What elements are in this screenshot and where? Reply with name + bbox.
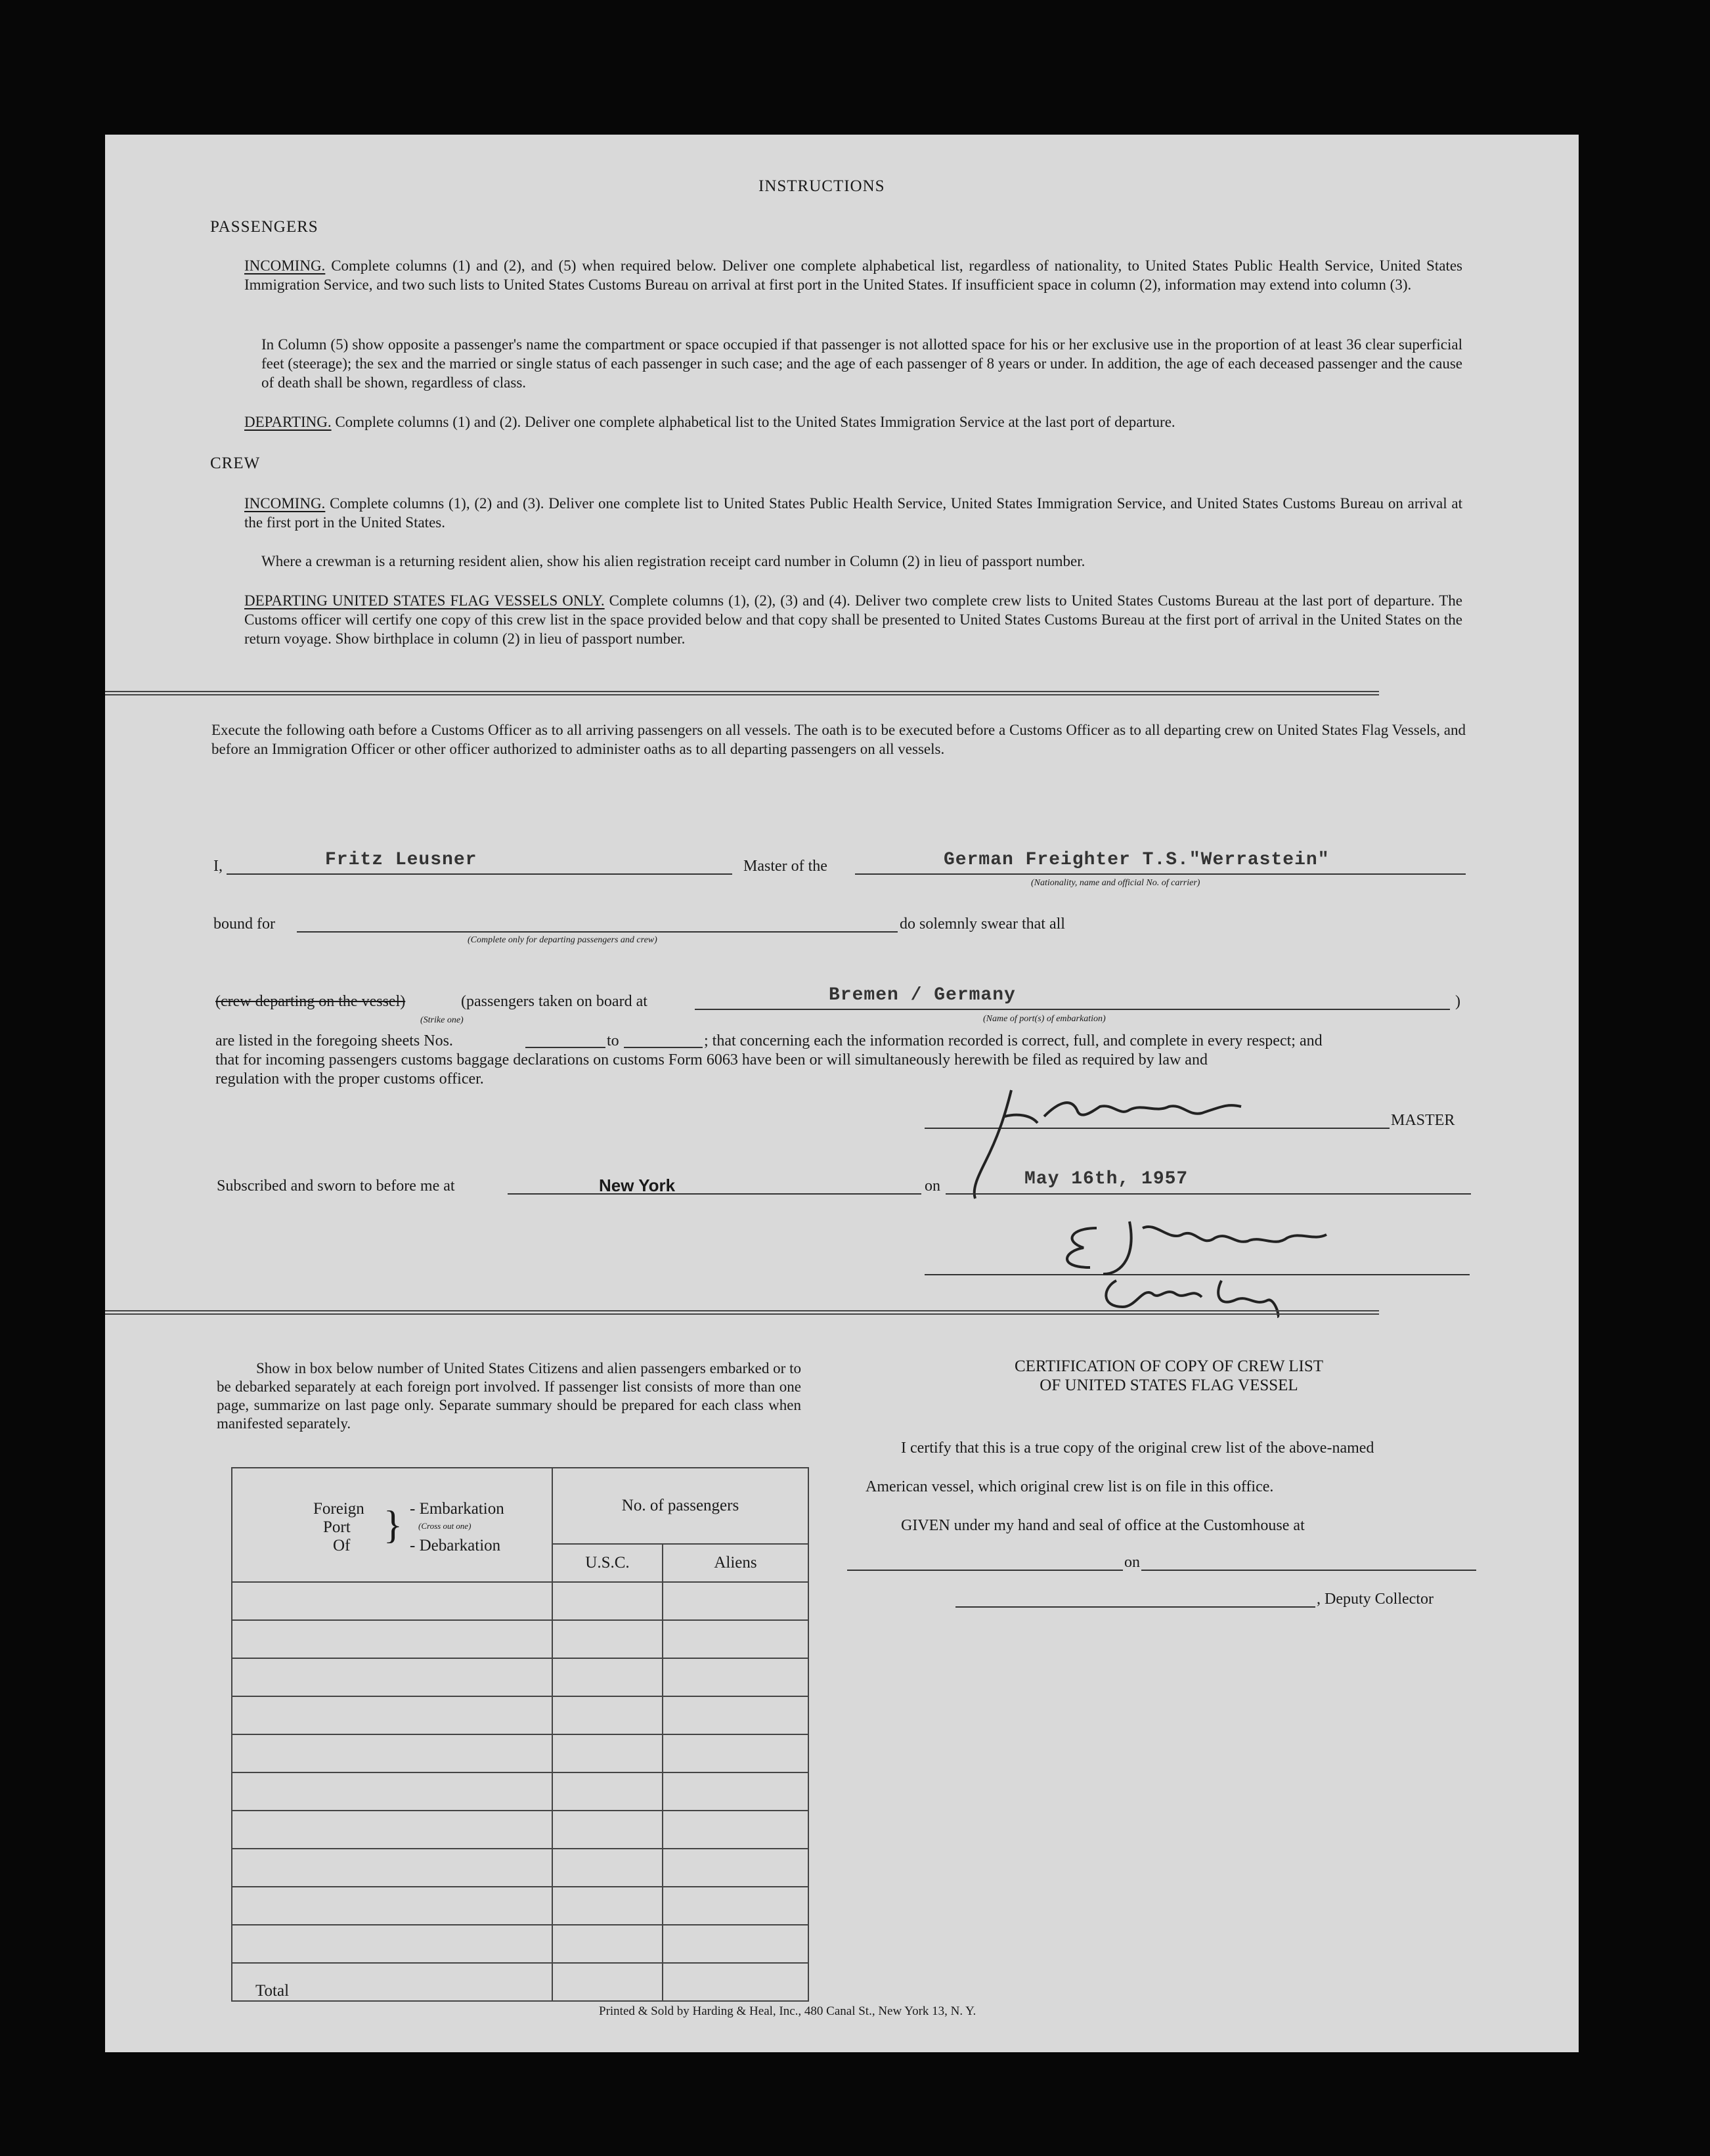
vessel-field[interactable]: German Freighter T.S."Werrastein" [944,850,1330,870]
passengers-departing-text: Complete columns (1) and (2). Deliver one complete alphabetical list to the United States Immigration Service at the last port of departure. [335,414,1175,430]
customhouse-line[interactable] [847,1570,1123,1571]
table-row[interactable] [232,1582,808,1620]
crew-departing-text: Complete columns (1), (2), (3) and (4). Deliver two complete crew lists to United States Customs Bureau at the last port of departure. The Customs officer will certify one copy of this crew list in the space provided below and that copy shall be presented to United States Customs Bureau at the first port of arrival in the United States on the return voyage. Show birthplace in column (2) in lieu of passport number. [244,592,1463,647]
table-row[interactable] [232,1620,808,1658]
listed-line-b: ; that concerning each the information recorded is correct, full, and complete in every respect; and [704,1032,1323,1049]
closing-paren: ) [1455,993,1460,1010]
crew-departing-struck: (crew departing on the vessel) [215,993,406,1010]
total-row[interactable] [232,1963,808,2001]
table-row[interactable] [232,1925,808,1963]
vessel-note: (Nationality, name and official No. of carrier) [1031,878,1200,888]
of-label: Of [333,1537,351,1554]
sheet-to-line[interactable] [624,1047,703,1048]
sworn-place-field[interactable]: New York [599,1176,676,1195]
port-note: (Name of port(s) of embarkation) [983,1014,1106,1024]
table-row[interactable] [232,1811,808,1849]
swear-label: do solemnly swear that all [900,915,1065,933]
subscribed-label: Subscribed and sworn to before me at [217,1177,455,1195]
port-embarkation-field[interactable]: Bremen / Germany [829,985,1016,1005]
passengers-heading: PASSENGERS [210,218,318,236]
crew-departing-paragraph [244,591,1462,648]
passengers-departing-label: DEPARTING. [244,414,332,430]
certification-on-label: on [1124,1554,1140,1571]
passengers-departing-paragraph [244,412,1462,431]
column-5-paragraph: In Column (5) show opposite a passenger's name the compartment or space occupied if that passenger is not allotted space for his or her exclusive use in the proportion of at least 36 clear superficial feet (steerage); the sex and the married or single status of each passenger in such case; and the age of each passenger of 8 years or under. In addition, the age of each deceased passenger and the cause of death shall be shown, regardless of class. [261,336,1462,391]
certification-title-line-1: CERTIFICATION OF COPY OF CREW LIST [1014,1357,1324,1375]
table-row[interactable] [232,1849,808,1887]
oath-intro: Execute the following oath before a Customs Officer as to all arriving passengers on all vessels. The oath is to be executed before a Customs Officer as to all departing crew on United States Flag Vessels, and before an Immigration Officer or other officer authorized to administer oaths as to all departing passengers on all vessels. [211,722,1466,757]
printer-credit: Printed & Sold by Harding & Heal, Inc., 480 Canal St., New York 13, N. Y. [599,2004,976,2018]
instructions-title: INSTRUCTIONS [758,177,885,195]
master-name-field[interactable]: Fritz Leusner [325,850,477,870]
passengers-incoming-text: Complete columns (1) and (2), and (5) when required below. Deliver one complete alphabetical list, regardless of nationality, to United States Public Health Service, United States Immigration Service, and two such lists to United States Customs Bureau on arrival at first port in the United States. If insufficient space in column (2), information may extend into column (3). [244,257,1462,293]
crew-resident-paragraph: Where a crewman is a returning resident alien, show his alien registration receipt card number in Column (2) in lieu of passport number. [261,553,1085,569]
oath-i-label: I, [213,858,223,875]
vessel-line [855,873,1466,875]
crew-incoming-text: Complete columns (1), (2) and (3). Deliver one complete list to United States Public Health Service, United States Immigration Service, and United States Customs Bureau on arrival at the first port in the United States. [244,495,1462,531]
sheet-from-line[interactable] [525,1047,605,1048]
crew-departing-label: DEPARTING UNITED STATES FLAG VESSELS ONLY. [244,592,605,609]
listed-line-c: that for incoming passengers customs baggage declarations on customs Form 6063 have been or will simultaneously herewith be filed as required by law and [215,1051,1208,1068]
listed-to-label: to [607,1032,619,1049]
certification-line-2: American vessel, which original crew list is on file in this office. [866,1478,1274,1495]
sworn-date-line [946,1193,1471,1195]
foreign-label: Foreign [313,1500,364,1518]
deputy-collector-label: , Deputy Collector [1317,1591,1434,1608]
lower-divider [105,1310,1379,1315]
bound-for-line[interactable] [297,931,898,933]
certification-line-3: GIVEN under my hand and seal of office at the Customhouse at [901,1517,1305,1534]
certification-line-1: I certify that this is a true copy of the original crew list of the above-named [901,1440,1374,1457]
sworn-place-line [508,1193,921,1195]
table-row[interactable] [232,1658,808,1696]
crew-incoming-paragraph [244,494,1462,532]
passenger-summary-table [231,1467,809,2002]
usc-header: U.S.C. [552,1544,663,1582]
listed-line-a: are listed in the foregoing sheets Nos. [215,1032,453,1049]
no-passengers-header: No. of passengers [552,1468,808,1544]
sworn-date-field[interactable]: May 16th, 1957 [1024,1169,1189,1189]
table-row[interactable] [232,1887,808,1925]
listed-line-d: regulation with the proper customs officer. [215,1070,484,1088]
master-name-line [227,873,732,875]
certification-title [860,1357,1478,1395]
bound-for-label: bound for [213,915,275,933]
port-label: Port [323,1518,351,1536]
aliens-header: Aliens [663,1544,808,1582]
cross-out-note: (Cross out one) [418,1521,471,1531]
strike-note: (Strike one) [420,1015,464,1025]
debarkation-label: - Debarkation [410,1537,501,1554]
bound-for-note: (Complete only for departing passengers and crew) [468,935,657,945]
certification-date-line[interactable] [1141,1570,1476,1571]
certification-title-line-2: OF UNITED STATES FLAG VESSEL [1040,1376,1298,1394]
embarkation-label: - Embarkation [410,1500,504,1518]
crew-heading: CREW [210,454,261,472]
foreign-port-header [232,1468,552,1582]
crew-incoming-label: INCOMING. [244,495,326,512]
passengers-incoming-paragraph [244,256,1462,294]
section-divider [105,691,1379,695]
port-embarkation-line [695,1009,1450,1010]
total-label: Total [232,1963,552,2001]
table-row[interactable] [232,1696,808,1734]
officer-signature [1038,1202,1405,1320]
passengers-taken-label: (passengers taken on board at [461,993,647,1010]
table-row[interactable] [232,1772,808,1811]
summary-instructions: Show in box below number of United States Citizens and alien passengers embarked or to be debarked separately at each foreign port involved. If passenger list consists of more than one page, summarize on last page only. Separate summary should be prepared for each class when manifested separately. [217,1360,801,1432]
table-row[interactable] [232,1734,808,1772]
deputy-collector-line[interactable] [955,1606,1315,1608]
master-label: MASTER [1391,1112,1455,1129]
sworn-on-label: on [925,1177,940,1195]
master-of-label: Master of the [743,858,827,875]
passengers-incoming-label: INCOMING. [244,257,326,274]
brace-icon: } [384,1503,403,1547]
